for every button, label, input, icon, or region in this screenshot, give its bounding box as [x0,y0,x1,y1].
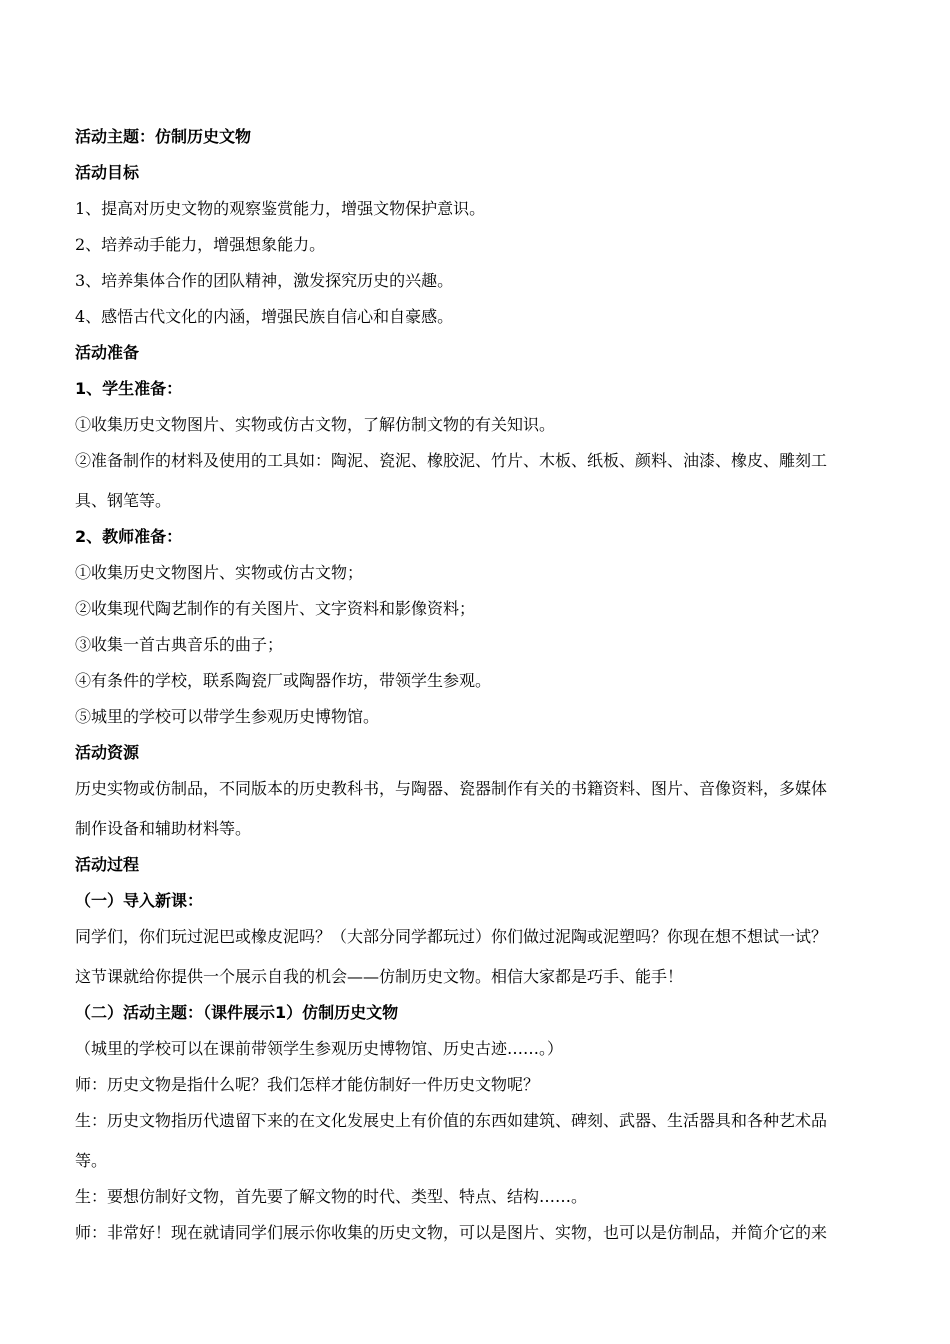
resources-heading: 活动资源 [75,743,140,762]
theme-text: 师：历史文物是指什么呢？我们怎样才能仿制好一件历史文物呢？ [75,1075,540,1094]
teacher-prep-item: ①收集历史文物图片、实物或仿古文物； [75,563,364,582]
teacher-prep-heading: 2、教师准备： [75,527,183,546]
goals-heading: 活动目标 [75,163,140,182]
prep-heading: 活动准备 [75,343,140,362]
page-title: 活动主题：仿制历史文物 [75,127,252,146]
resources-text: 制作设备和辅助材料等。 [75,819,252,838]
goal-item: 4、感悟古代文化的内涵，增强民族自信心和自豪感。 [75,307,454,326]
teacher-prep-item: ②收集现代陶艺制作的有关图片、文字资料和影像资料； [75,599,476,618]
theme-text: （城里的学校可以在课前带领学生参观历史博物馆、历史古迹……。） [75,1039,564,1058]
goal-item: 3、培养集体合作的团队精神，激发探究历史的兴趣。 [75,271,454,290]
student-prep-item: ①收集历史文物图片、实物或仿古文物，了解仿制文物的有关知识。 [75,415,556,434]
student-prep-item: ②准备制作的材料及使用的工具如：陶泥、瓷泥、橡胶泥、竹片、木板、纸板、颜料、油漆、橡皮、雕刻工 [75,451,828,470]
theme-heading: （二）活动主题：（课件展示1）仿制历史文物 [75,1003,399,1022]
process-heading: 活动过程 [75,855,140,874]
teacher-prep-item: ⑤城里的学校可以带学生参观历史博物馆。 [75,707,380,726]
resources-text: 历史实物或仿制品，不同版本的历史教科书，与陶器、瓷器制作有关的书籍资料、图片、音像资料，多媒体 [75,779,828,798]
intro-text: 这节课就给你提供一个展示自我的机会——仿制历史文物。相信大家都是巧手、能手！ [75,967,684,986]
goal-item: 1、提高对历史文物的观察鉴赏能力，增强文物保护意识。 [75,199,486,218]
goal-item: 2、培养动手能力，增强想象能力。 [75,235,326,254]
theme-text: 生：要想仿制好文物，首先要了解文物的时代、类型、特点、结构……。 [75,1187,588,1206]
intro-heading: （一）导入新课： [75,891,204,910]
theme-text: 生：历史文物指历代遗留下来的在文化发展史上有价值的东西如建筑、碑刻、武器、生活器具和各种艺术品 [75,1111,828,1130]
theme-text: 等。 [75,1151,108,1170]
teacher-prep-item: ④有条件的学校，联系陶瓷厂或陶器作坊，带领学生参观。 [75,671,492,690]
student-prep-heading: 1、学生准备： [75,379,183,398]
student-prep-item: 具、钢笔等。 [75,491,172,510]
teacher-prep-item: ③收集一首古典音乐的曲子； [75,635,284,654]
intro-text: 同学们，你们玩过泥巴或橡皮泥吗？（大部分同学都玩过）你们做过泥陶或泥塑吗？你现在想不想试一试？ [75,927,828,946]
theme-text: 师：非常好！现在就请同学们展示你收集的历史文物，可以是图片、实物，也可以是仿制品，并简介它的来 [75,1223,828,1242]
